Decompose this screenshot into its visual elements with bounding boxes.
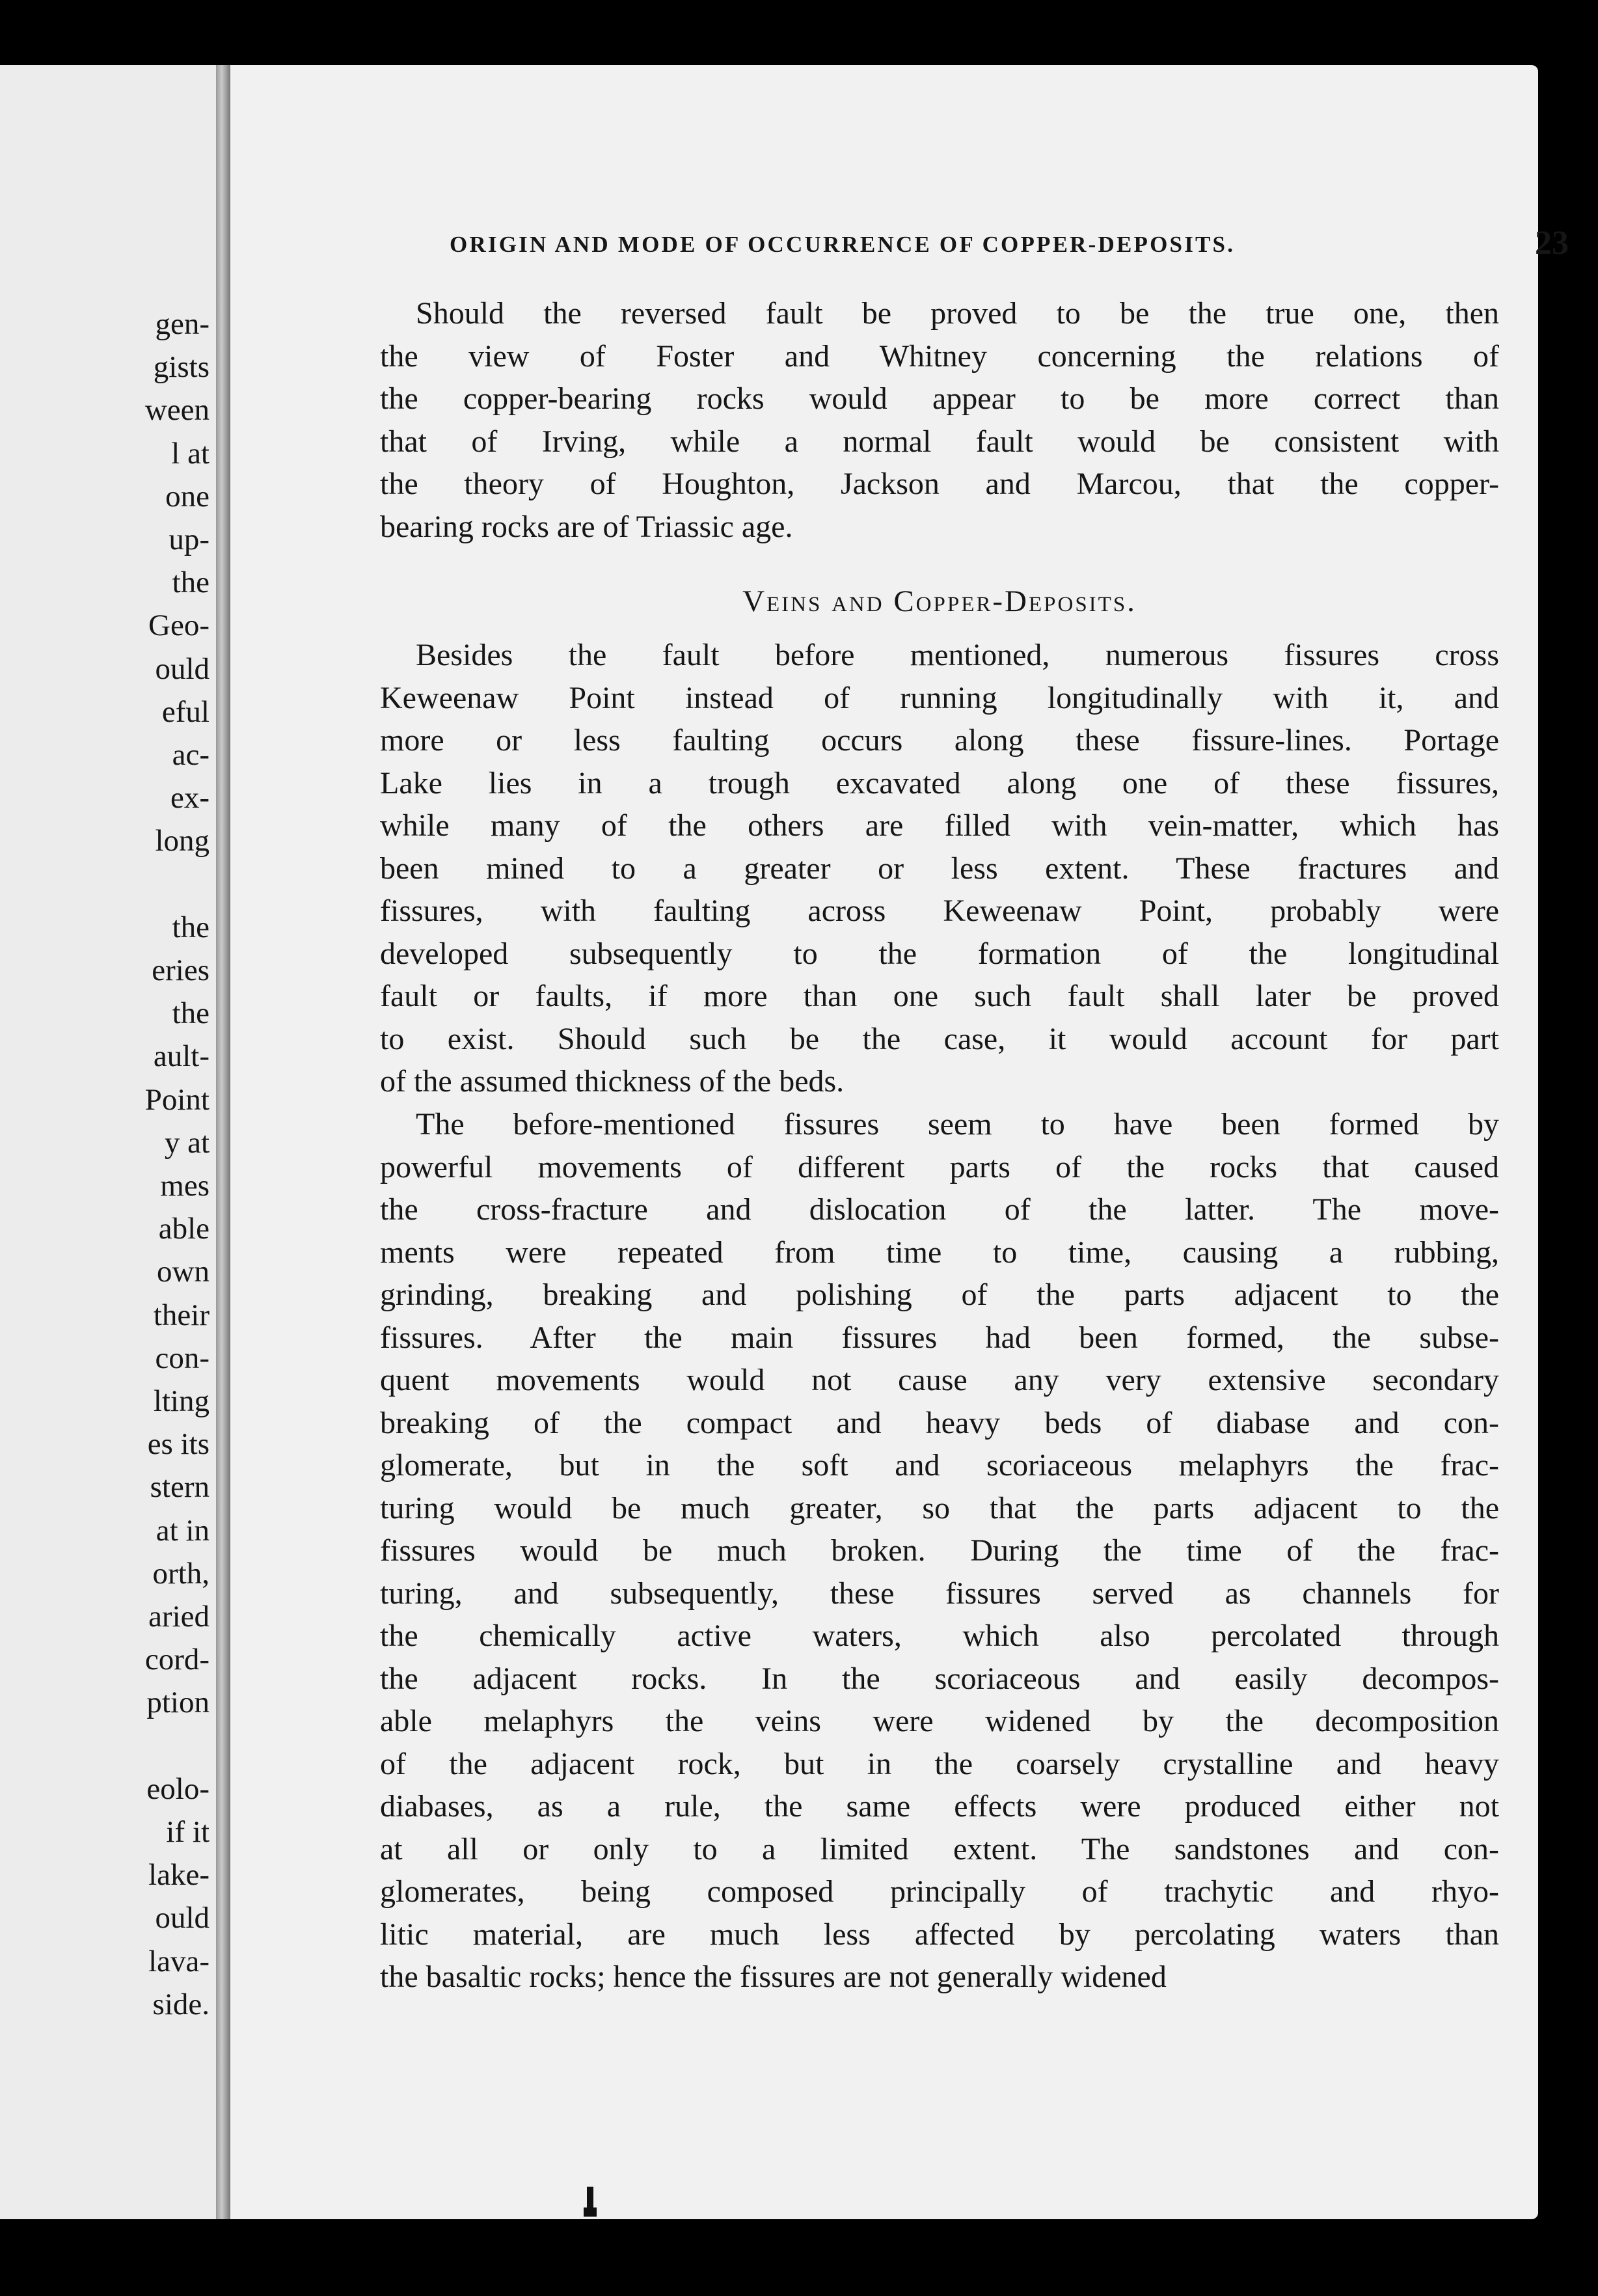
left-page-fragment-line: Geo- xyxy=(148,608,210,643)
left-page-fragment-line: ween xyxy=(144,393,210,428)
text-line: to exist. Should such be the case, it would account for part xyxy=(380,1021,1499,1056)
left-page-fragment-line: eries xyxy=(152,953,210,987)
text-line: ments were repeated from time to time, causing a rubbing, xyxy=(380,1235,1499,1270)
text-line: Should the reversed fault be proved to be the true one, then xyxy=(416,296,1499,331)
left-page-fragment-line: aried xyxy=(148,1600,210,1633)
text-line: fault or faults, if more than one such fault shall later be proved xyxy=(380,979,1499,1013)
left-page-fragment-line: if it xyxy=(166,1815,210,1849)
text-line: grinding, breaking and polishing of the parts adjacent to the xyxy=(380,1278,1499,1312)
text-line: quent movements would not cause any very extensive secondary xyxy=(380,1363,1499,1397)
page-number: 23 xyxy=(1535,225,1569,262)
text-line: at all or only to a limited extent. The sandstones and con- xyxy=(380,1831,1499,1866)
text-line: been mined to a greater or less extent. These fractures and xyxy=(380,851,1499,886)
left-page-fragment-line: cord- xyxy=(144,1643,210,1677)
left-page-fragment-line: one xyxy=(165,479,210,513)
left-page-fragment-line: gists xyxy=(153,350,210,385)
left-page-fragment xyxy=(0,65,216,2219)
left-page-fragment-line: l at xyxy=(171,436,210,471)
text-line: The before-mentioned fissures seem to have been formed by xyxy=(416,1107,1499,1141)
scan-specks xyxy=(230,65,1538,2219)
text-line: Besides the fault before mentioned, numerous fissures cross xyxy=(416,638,1499,672)
left-page-fragment-line: ault- xyxy=(153,1039,210,1074)
left-page-fragment-line: lake- xyxy=(148,1858,210,1893)
left-page-fragment-line: stern xyxy=(150,1470,210,1505)
text-line: the theory of Houghton, Jackson and Marcou, that the copper- xyxy=(380,467,1499,501)
left-page-fragment-line: mes xyxy=(160,1169,210,1203)
text-line: that of Irving, while a normal fault would be consistent with xyxy=(380,424,1499,459)
text-line: Lake lies in a trough excavated along one of these fissures, xyxy=(380,765,1499,800)
text-line: of the assumed thickness of the beds. xyxy=(380,1064,845,1099)
text-line: the cross-fracture and dislocation of the latter. The move- xyxy=(380,1192,1499,1227)
left-page-fragment-line: up- xyxy=(169,523,210,556)
text-line: Keweenaw Point instead of running longitudinally with it, and xyxy=(380,680,1499,715)
left-page-fragment-line: ption xyxy=(146,1686,210,1720)
section-heading: Veins and Copper-Deposits. xyxy=(742,584,1137,618)
left-page-fragment-line: y at xyxy=(164,1125,210,1160)
text-line: fissures would be much broken. During the time of the frac- xyxy=(380,1533,1499,1568)
page xyxy=(230,65,1569,2219)
text-line: glomerate, but in the soft and scoriaceous melaphyrs the frac- xyxy=(380,1448,1499,1483)
running-title: ORIGIN AND MODE OF OCCURRENCE OF COPPER-DEPOSITS. xyxy=(450,232,1236,257)
text-line: glomerates, being composed principally of trachytic and rhyo- xyxy=(380,1874,1499,1909)
left-page-fragment-line: ex- xyxy=(170,781,210,815)
text-line: powerful movements of different parts of the rocks that caused xyxy=(380,1149,1499,1184)
text-line: diabases, as a rule, the same effects were produced either not xyxy=(380,1789,1499,1824)
left-page-fragment-line: ac- xyxy=(172,738,210,772)
left-page-fragment-line: Point xyxy=(144,1082,210,1117)
left-page-fragment-line: es its xyxy=(147,1427,210,1462)
text-line: of the adjacent rock, but in the coarsely crystalline and heavy xyxy=(380,1746,1499,1781)
left-page-fragment-line: the xyxy=(172,910,210,944)
left-page-fragment-line: lava- xyxy=(148,1944,210,1978)
left-page-fragment-line: long xyxy=(155,824,210,858)
left-page-fragment-line: eful xyxy=(161,694,210,729)
text-line: the copper-bearing rocks would appear to be more correct than xyxy=(380,381,1499,416)
left-page-fragment-line: ould xyxy=(155,651,210,686)
text-line: more or less faulting occurs along these fissure-lines. Portage xyxy=(380,723,1499,758)
text-line: bearing rocks are of Triassic age. xyxy=(380,509,793,544)
text-line: the adjacent rocks. In the scoriaceous and easily decompos- xyxy=(380,1661,1499,1696)
text-line: while many of the others are filled with vein-matter, which has xyxy=(380,808,1499,843)
left-page-fragment-line: ould xyxy=(155,1901,210,1935)
left-page-fragment-line: the xyxy=(172,566,210,600)
text-line: turing, and subsequently, these fissures served as channels for xyxy=(380,1576,1499,1611)
scan-speck xyxy=(584,2207,597,2217)
text-line: able melaphyrs the veins were widened by the decomposition xyxy=(380,1704,1499,1738)
text-line: the basaltic rocks; hence the fissures are not generally widened xyxy=(380,1960,1167,1994)
text-line: the chemically active waters, which also percolated through xyxy=(380,1619,1499,1653)
book-gutter xyxy=(216,65,230,2219)
left-page-fragment-line: side. xyxy=(152,1987,210,2021)
text-line: litic material, are much less affected by percolating waters than xyxy=(380,1917,1499,1952)
left-page-fragment-line: able xyxy=(158,1212,210,1246)
text-line: fissures, with faulting across Keweenaw Point, probably were xyxy=(380,894,1499,928)
left-page-fragment-line: orth, xyxy=(152,1556,210,1591)
left-page-fragment-line: at in xyxy=(156,1513,210,1548)
left-page-fragment-line: own xyxy=(157,1255,210,1289)
left-page-fragment-line: eolo- xyxy=(146,1771,210,1806)
text-line: developed subsequently to the formation of the longitudinal xyxy=(380,936,1499,971)
text-line: turing would be much greater, so that the parts adjacent to the xyxy=(380,1490,1499,1525)
left-page-fragment-line: lting xyxy=(153,1384,210,1418)
left-page-fragment-line: their xyxy=(153,1298,210,1332)
text-line: fissures. After the main fissures had been formed, the subse- xyxy=(380,1320,1499,1355)
left-page-fragment-line: the xyxy=(172,996,210,1031)
left-page-fragment-line: gen- xyxy=(155,307,210,341)
left-page-fragment-line: con- xyxy=(155,1341,210,1375)
text-line: the view of Foster and Whitney concerning the relations of xyxy=(380,338,1499,374)
text-line: breaking of the compact and heavy beds of diabase and con- xyxy=(380,1405,1499,1440)
